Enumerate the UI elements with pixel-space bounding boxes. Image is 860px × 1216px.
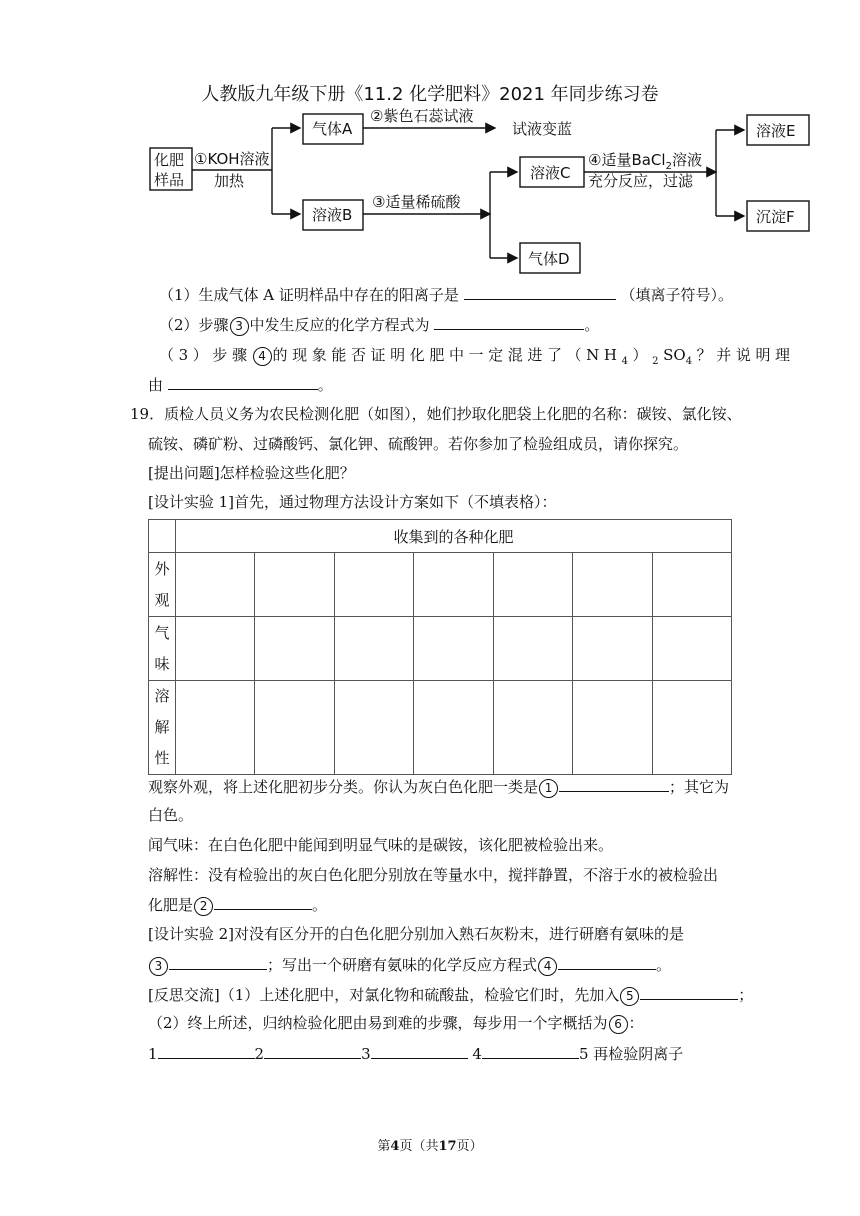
solubility-line-1: 溶解性：没有检验出的灰白色化肥分别放在等量水中，搅拌静置，不溶于水的被检验出 <box>148 866 719 884</box>
page-footer: 第4页（共17页） <box>377 1139 483 1154</box>
answer-blank[interactable] <box>264 1042 361 1059</box>
gas-d-label: 气体D <box>528 250 570 268</box>
answer-blank[interactable] <box>169 953 267 970</box>
table-cell[interactable] <box>334 553 413 617</box>
step1-condition: 加热 <box>214 172 245 190</box>
step1-label: ①KOH溶液 <box>194 150 270 168</box>
table-corner <box>149 520 176 553</box>
steps-line: 1 2 3 4 5 再检验阴离子 <box>148 1042 860 1065</box>
answer-blank[interactable] <box>214 893 312 910</box>
q19-intro-2: 硫铵、磷矿粉、过磷酸钙、氯化钾、硫酸钾。若你参加了检验组成员，请你探究。 <box>148 435 689 453</box>
answer-blank[interactable] <box>482 1042 579 1059</box>
table-cell[interactable] <box>255 553 334 617</box>
solution-c-label: 溶液C <box>530 164 571 182</box>
table-cell[interactable] <box>176 553 255 617</box>
table-cell[interactable] <box>652 617 731 681</box>
solution-b-label: 溶液B <box>312 206 353 224</box>
q19-question: [提出问题]怎样检验这些化肥？ <box>148 464 355 482</box>
step2-label: ②紫色石蕊试液 <box>370 107 474 125</box>
exp2-line-2: 3 ；写出一个研磨有氨味的化学反应方程式 4 。 <box>148 953 860 976</box>
table-cell[interactable] <box>255 617 334 681</box>
solubility-line-2: 化肥是 2 。 <box>148 893 860 916</box>
step4-label: ④适量BaCl$_2$溶液 <box>588 151 702 172</box>
table-cell[interactable] <box>493 681 572 775</box>
table-header: 收集到的各种化肥 <box>176 520 732 553</box>
result2-label: 试液变蓝 <box>512 120 573 138</box>
answer-blank[interactable] <box>464 283 616 300</box>
table-cell[interactable] <box>573 553 652 617</box>
fertilizer-table <box>148 519 732 775</box>
circled-number: 3 <box>230 317 249 336</box>
table-cell[interactable] <box>573 681 652 775</box>
q19-intro-1: 19．质检人员义务为农民检测化肥（如图），她们抄取化肥袋上化肥的名称：碳铵、氯化铵、 <box>130 405 742 423</box>
table-cell[interactable] <box>176 681 255 775</box>
q18-part1: （1）生成气体 A 证明样品中存在的阳离子是 （填离子符号）。 <box>159 283 860 306</box>
q18-part3-line1: （3）步骤 4 的现象能否证明化肥中一定混进了$(NH_4)_2SO_4$？并说明理 <box>159 346 795 367</box>
page-title: 人教版九年级下册《11.2 化学肥料》2021 年同步练习卷 <box>201 84 659 105</box>
table-cell[interactable] <box>652 553 731 617</box>
flow-diagram <box>0 0 860 290</box>
answer-blank[interactable] <box>371 1042 468 1059</box>
step4-condition: 充分反应，过滤 <box>588 172 694 190</box>
sample-label-1: 化肥 <box>154 151 185 169</box>
circled-number: 4 <box>538 957 557 976</box>
table-cell[interactable] <box>493 553 572 617</box>
table-cell[interactable] <box>334 617 413 681</box>
circled-number: 4 <box>253 347 272 366</box>
table-cell[interactable] <box>414 617 493 681</box>
answer-blank[interactable] <box>158 1042 255 1059</box>
q19-exp1: [设计实验 1]首先，通过物理方法设计方案如下（不填表格）： <box>148 493 557 511</box>
circled-number: 6 <box>609 1015 628 1034</box>
table-cell[interactable] <box>493 617 572 681</box>
table-cell[interactable] <box>255 681 334 775</box>
table-cell[interactable] <box>573 617 652 681</box>
table-cell[interactable] <box>414 681 493 775</box>
reflection-line-2: （2）终上所述，归纳检验化肥由易到难的步骤，每步用一个字概括为 6 ： <box>148 1014 644 1032</box>
circled-number: 3 <box>149 957 168 976</box>
solution-e-label: 溶液E <box>756 122 796 140</box>
obs-line-1: 观察外观，将上述化肥初步分类。你认为灰白色化肥一类是 1 ；其它为 <box>148 775 860 798</box>
circled-number: 5 <box>620 987 639 1006</box>
table-cell[interactable] <box>652 681 731 775</box>
q18-part3-line2: 由 。 <box>148 373 860 396</box>
row-label-appearance: 外 观 <box>149 553 176 617</box>
sample-label-2: 样品 <box>154 171 185 189</box>
obs-line-2: 白色。 <box>148 806 194 824</box>
exp2-line-1: [设计实验 2]对没有区分开的白色化肥分别加入熟石灰粉末，进行研磨有氨味的是 <box>148 925 685 943</box>
circled-number: 2 <box>194 897 213 916</box>
circled-number: 1 <box>539 779 558 798</box>
gas-a-label: 气体A <box>312 120 353 138</box>
table-cell[interactable] <box>334 681 413 775</box>
reflection-line-1: [反思交流]（1）上述化肥中，对氯化物和硫酸盐，检验它们时，先加入 5 ； <box>148 983 860 1006</box>
table-cell[interactable] <box>176 617 255 681</box>
answer-blank[interactable] <box>558 953 656 970</box>
row-label-solubility: 溶 解 性 <box>149 681 176 775</box>
row-label-smell: 气 味 <box>149 617 176 681</box>
step3-label: ③适量稀硫酸 <box>372 193 461 211</box>
precipitate-f-label: 沉淀F <box>756 208 795 226</box>
answer-blank[interactable] <box>640 983 738 1000</box>
answer-blank[interactable] <box>559 775 669 792</box>
smell-line: 闻气味：在白色化肥中能闻到明显气味的是碳铵，该化肥被检验出来。 <box>148 836 614 854</box>
table-cell[interactable] <box>414 553 493 617</box>
answer-blank[interactable] <box>434 313 584 330</box>
answer-blank[interactable] <box>168 373 318 390</box>
q18-part2: （2）步骤 3 中发生反应的化学方程式为 。 <box>159 313 860 336</box>
